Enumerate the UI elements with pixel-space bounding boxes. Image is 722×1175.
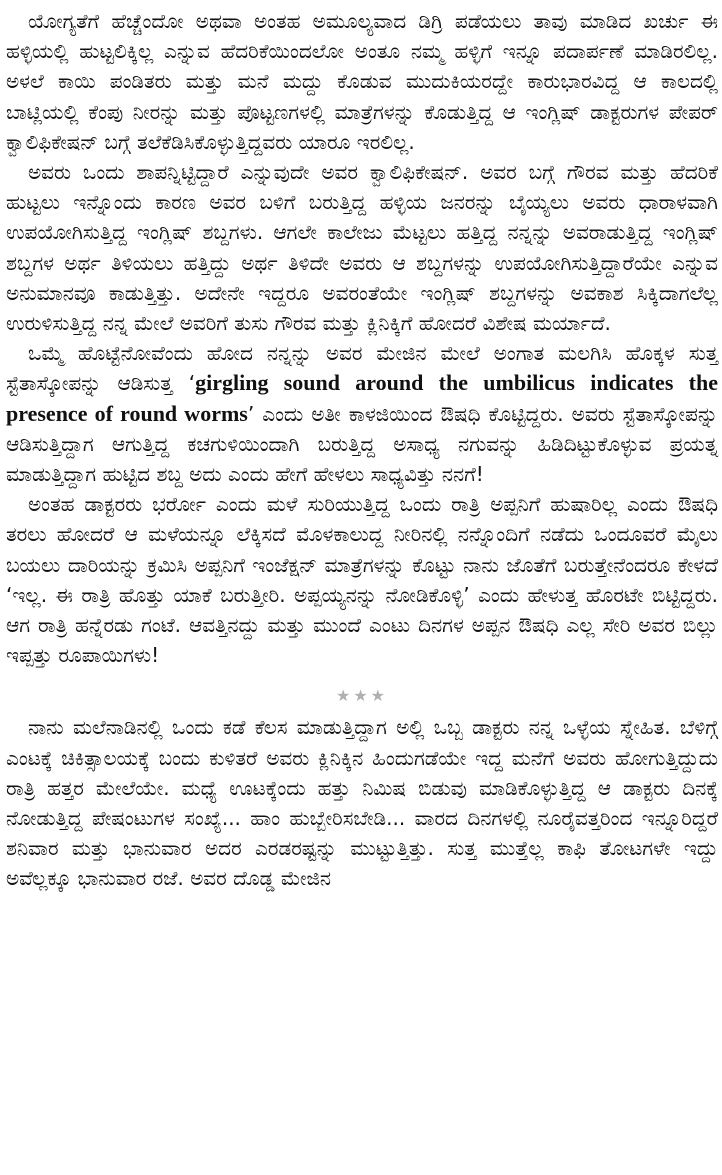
paragraph-3-text-after: ’ ಎಂದು ಅತೀ ಕಾಳಜಿಯಿಂದ ಔಷಧಿ ಕೊಟ್ಟಿದ್ದರು. ಅವರು ಸ್ಟೆತಾಸ್ಕೋಪನ್ನು ಆಡಿಸುತ್ತಿದ್ದಾಗ ಆಗುತ್ತಿದ್ದ ಕಚಗುಳಿಯಿಂದಾಗಿ ಬರುತ್ತಿದ್ದ ಅಸಾಧ್ಯ ನಗುವನ್ನು ಹಿಡಿದಿಟ್ಟುಕೊಳ್ಳುವ ಪ್ರಯತ್ನ ಮಾಡುತ್ತಿದ್ದಾಗ ಹುಟ್ಟಿದ ಶಬ್ದ ಅದು ಎಂದು ಹೇಗೆ ಹೇಳಲು ಸಾಧ್ಯವಿತ್ತು ನನಗೆ! <box>6 401 718 487</box>
paragraph-3 <box>6 338 718 489</box>
paragraph-1: ಯೋಗ್ಯತೆಗೆ ಹೆಚ್ಚೆಂದೋ ಅಥವಾ ಅಂತಹ ಅಮೂಲ್ಯವಾದ ಡಿಗ್ರಿ ಪಡೆಯಲು ತಾವು ಮಾಡಿದ ಖರ್ಚು ಈ ಹಳ್ಳಿಯಲ್ಲಿ ಹುಟ್ಟಲಿಕ್ಕಿಲ್ಲ ಎನ್ನುವ ಹೆದರಿಕೆಯಿಂದಲೋ ಅಂತೂ ನಮ್ಮ ಹಳ್ಳಿಗೆ ಇನ್ನೂ ಪದಾರ್ಪಣೆ ಮಾಡಿರಲಿಲ್ಲ. ಅಳಲೆ ಕಾಯಿ ಪಂಡಿತರು ಮತ್ತು ಮನೆ ಮದ್ದು ಕೊಡುವ ಮುದುಕಿಯರದ್ದೇ ಕಾರುಭಾರವಿದ್ದ ಆ ಕಾಲದಲ್ಲಿ ಬಾಟ್ಲಿಯಲ್ಲಿ ಕೆಂಪು ನೀರನ್ನು ಮತ್ತು ಪೊಟ್ಟಣಗಳಲ್ಲಿ ಮಾತ್ರೆಗಳನ್ನು ಕೊಡುತ್ತಿದ್ದ ಆ ಇಂಗ್ಲಿಷ್ ಡಾಕ್ಟರುಗಳ ಪೇಪರ್ ಕ್ವಾಲಿಫಿಕೇಷನ್ ಬಗ್ಗೆ ತಲೆಕೆಡಿಸಿಕೊಳ್ಳುತ್ತಿದ್ದವರು ಯಾರೂ ಇರಲಿಲ್ಲ. <box>6 9 718 154</box>
paragraph-5: ನಾನು ಮಲೆನಾಡಿನಲ್ಲಿ ಒಂದು ಕಡೆ ಕೆಲಸ ಮಾಡುತ್ತಿದ್ದಾಗ ಅಲ್ಲಿ ಒಬ್ಬ ಡಾಕ್ಟರು ನನ್ನ ಒಳ್ಳೆಯ ಸ್ನೇಹಿತ. ಬೆಳಿಗ್ಗೆ ಎಂಟಕ್ಕೆ ಚಿಕಿತ್ಸಾಲಯಕ್ಕೆ ಬಂದು ಕುಳಿತರೆ ಅವರು ಕ್ಲಿನಿಕ್ಕಿನ ಹಿಂದುಗಡೆಯೇ ಇದ್ದ ಮನೆಗೆ ಅವರು ಹೋಗುತ್ತಿದ್ದುದು ರಾತ್ರಿ ಹತ್ತರ ಮೇಲೆಯೇ. ಮಧ್ಯೆ ಊಟಕ್ಕೆಂದು ಹತ್ತು ನಿಮಿಷ ಬಿಡುವು ಮಾಡಿಕೊಳ್ಳುತ್ತಿದ್ದ ಆ ಡಾಕ್ಟರು ದಿನಕ್ಕೆ ನೋಡುತ್ತಿದ್ದ ಪೇಷಂಟುಗಳ ಸಂಖ್ಯೆ... ಹಾಂ ಹುಬ್ಬೇರಿಸಬೇಡಿ... ವಾರದ ದಿನಗಳಲ್ಲಿ ನೂರೈವತ್ತರಿಂದ ಇನ್ನೂರಿದ್ದರೆ ಶನಿವಾರ ಮತ್ತು ಭಾನುವಾರ ಅದರ ಎರಡರಷ್ಟನ್ನು ಮುಟ್ಟುತ್ತಿತ್ತು. ಸುತ್ತ ಮುತ್ತೆಲ್ಲ ಕಾಫಿ ತೋಟಗಳೇ ಇದ್ದು ಅವೆಲ್ಲಕ್ಕೂ ಭಾನುವಾರ ರಜೆ. ಅವರ ದೊಡ್ಡ ಮೇಜಿನ <box>6 715 718 891</box>
section-separator: ★★★ <box>335 686 389 706</box>
paragraph-2: ಅವರು ಒಂದು ಶಾಪನ್ನಿಟ್ಟಿದ್ದಾರೆ ಎನ್ನುವುದೇ ಅವರ ಕ್ವಾಲಿಫಿಕೇಷನ್. ಅವರ ಬಗ್ಗೆ ಗೌರವ ಮತ್ತು ಹೆದರಿಕೆ ಹುಟ್ಟಲು ಇನ್ನೊಂದು ಕಾರಣ ಅವರ ಬಳಿಗೆ ಬರುತ್ತಿದ್ದ ಹಳ್ಳಿಯ ಜನರನ್ನು ಬೈಯ್ಯಲು ಅವರು ಧಾರಾಳವಾಗಿ ಉಪಯೋಗಿಸುತ್ತಿದ್ದ ಇಂಗ್ಲಿಷ್ ಶಬ್ದಗಳು. ಆಗಲೇ ಕಾಲೇಜು ಮೆಟ್ಟಲು ಹತ್ತಿದ್ದ ನನ್ನನ್ನು ಅವರಾಡುತ್ತಿದ್ದ ಇಂಗ್ಲಿಷ್ ಶಬ್ದಗಳ ಅರ್ಥ ತಿಳಿಯಲು ಹತ್ತಿದ್ದು ಅರ್ಥ ತಿಳಿದೇ ಅವರು ಆ ಶಬ್ದಗಳನ್ನು ಉಪಯೋಗಿಸುತ್ತಿದ್ದಾರೆಯೇ ಎನ್ನುವ ಅನುಮಾನವೂ ಕಾಡುತ್ತಿತ್ತು. ಅದೇನೇ ಇದ್ದರೂ ಅವರಂತೆಯೇ ಇಂಗ್ಲಿಷ್ ಶಬ್ದಗಳನ್ನು ಅವಕಾಶ ಸಿಕ್ಕಿದಾಗಲೆಲ್ಲ ಉರುಳಿಸುತ್ತಿದ್ದ ನನ್ನ ಮೇಲೆ ಅವರಿಗೆ ತುಸು ಗೌರವ ಮತ್ತು ಕ್ಲಿನಿಕ್ಕಿಗೆ ಹೋದರೆ ವಿಶೇಷ ಮರ್ಯಾದೆ. <box>6 160 718 336</box>
paragraph-4: ಅಂತಹ ಡಾಕ್ಟರರು ಭರ್ರೋ ಎಂದು ಮಳೆ ಸುರಿಯುತ್ತಿದ್ದ ಒಂದು ರಾತ್ರಿ ಅಪ್ಪನಿಗೆ ಹುಷಾರಿಲ್ಲ ಎಂದು ಔಷಧಿ ತರಲು ಹೋದರೆ ಆ ಮಳೆಯನ್ನೂ ಲೆಕ್ಕಿಸದೆ ಮೊಳಕಾಲುದ್ದ ನೀರಿನಲ್ಲಿ ನನ್ನೊಂದಿಗೆ ನಡೆದು ಒಂದೂವರೆ ಮೈಲು ಬಯಲು ದಾರಿಯನ್ನು ಕ್ರಮಿಸಿ ಅಪ್ಪನಿಗೆ ಇಂಜೆಕ್ಷನ್ ಮಾತ್ರೆಗಳನ್ನು ಕೊಟ್ಟು ನಾನು ಜೊತೆಗೆ ಬರುತ್ತೇನೆಂದರೂ ಕೇಳದೆ ‘ಇಲ್ಲ. ಈ ರಾತ್ರಿ ಹೊತ್ತು ಯಾಕೆ ಬರುತ್ತೀರಿ. ಅಪ್ಪಯ್ಯನನ್ನು ನೋಡಿಕೊಳ್ಳಿ’ ಎಂದು ಹೇಳುತ್ತ ಹೊರಟೇ ಬಿಟ್ಟಿದ್ದರು. ಆಗ ರಾತ್ರಿ ಹನ್ನೆರಡು ಗಂಟೆ. ಆವತ್ತಿನದ್ದು ಮತ್ತು ಮುಂದೆ ಎಂಟು ದಿನಗಳ ಅಪ್ಪನ ಔಷಧಿ ಎಲ್ಲ ಸೇರಿ ಅವರ ಬಿಲ್ಲು ಇಪ್ಪತ್ತು ರೂಪಾಯಿಗಳು! <box>6 492 718 668</box>
english-quote: girgling sound around the umbilicus indicates the presence of round worms <box>6 370 719 426</box>
paragraph-3-text-before: ಒಮ್ಮೆ ಹೊಟ್ಟೆನೋವೆಂದು ಹೋದ ನನ್ನನ್ನು ಅವರ ಮೇಜಿನ ಮೇಲೆ ಅಂಗಾತ ಮಲಗಿಸಿ ಹೊಕ್ಕಳ ಸುತ್ತ ಸ್ಟೆತಾಸ್ಕೋಪನ್ನು ಆಡಿಸುತ್ತ ‘ <box>6 341 718 396</box>
